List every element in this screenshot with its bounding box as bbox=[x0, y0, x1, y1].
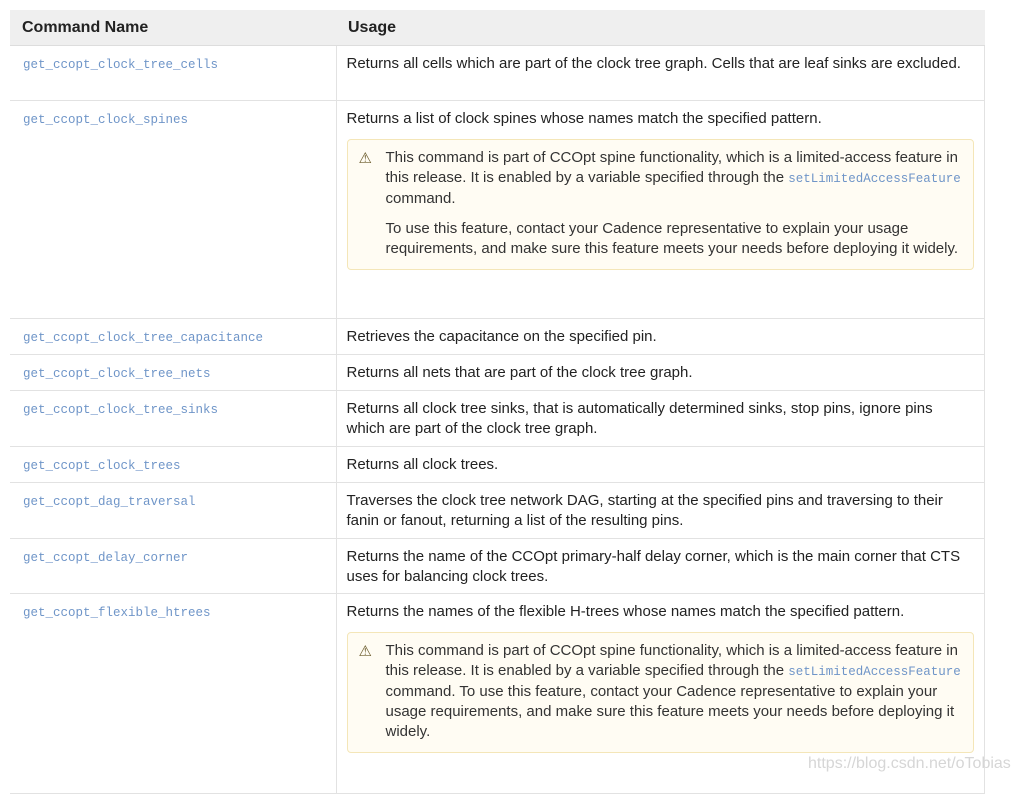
usage-text: Returns the name of the CCOpt primary-half delay corner, which is the main corner that CTS uses for balancing clock trees. bbox=[346, 548, 961, 585]
watermark: https://blog.csdn.net/oTobias bbox=[808, 755, 1011, 772]
table-row bbox=[10, 319, 985, 355]
command-name-link[interactable]: get_ccopt_clock_tree_sinks bbox=[23, 403, 219, 417]
command-name-link[interactable]: get_ccopt_clock_tree_cells bbox=[23, 58, 219, 72]
command-table bbox=[10, 10, 985, 794]
table-row bbox=[10, 539, 985, 594]
table-row bbox=[10, 101, 985, 319]
usage-text: Traverses the clock tree network DAG, starting at the specified pins and traversing to their fanin or fanout, returning a list of the resulting pins. bbox=[346, 492, 943, 529]
warning-icon: ⚠ bbox=[358, 643, 372, 660]
command-name-link[interactable]: get_ccopt_clock_spines bbox=[23, 113, 189, 127]
header-usage: Usage bbox=[336, 10, 985, 46]
table-row bbox=[10, 391, 985, 447]
table-header bbox=[10, 10, 985, 46]
command-name-link[interactable]: get_ccopt_flexible_htrees bbox=[23, 606, 211, 620]
warning-note bbox=[347, 139, 975, 270]
table-row bbox=[10, 447, 985, 483]
table-row bbox=[10, 483, 985, 539]
table-row bbox=[10, 355, 985, 391]
note-text: command. To use this feature, contact your Cadence representative to explain your usage requirements, and make sure this feature meets your needs before deploying it widely. bbox=[385, 683, 955, 740]
usage-text: Returns all clock tree sinks, that is automatically determined sinks, stop pins, ignore pins which are part of the clock tree graph. bbox=[346, 400, 933, 437]
usage-text: Returns the names of the flexible H-trees whose names match the specified pattern. bbox=[346, 603, 905, 620]
warning-note bbox=[347, 632, 975, 753]
table-row bbox=[10, 46, 985, 101]
command-name-link[interactable]: get_ccopt_clock_tree_capacitance bbox=[23, 331, 264, 345]
code-link[interactable]: setLimitedAccessFeature bbox=[788, 665, 961, 679]
note-text: This command is part of CCOpt spine functionality, which is a limited-access feature in this release. It is enabled by a variable specified through the bbox=[385, 149, 958, 186]
usage-text: Returns all nets that are part of the clock tree graph. bbox=[346, 364, 693, 381]
usage-text: Returns all cells which are part of the clock tree graph. Cells that are leaf sinks are excluded. bbox=[346, 55, 961, 72]
usage-text: Returns a list of clock spines whose names match the specified pattern. bbox=[346, 110, 822, 127]
command-name-link[interactable]: get_ccopt_clock_tree_nets bbox=[23, 367, 211, 381]
note-text: To use this feature, contact your Cadence representative to explain your usage requirements, and make sure this feature meets your needs before deploying it widely. bbox=[385, 220, 959, 257]
command-name-link[interactable]: get_ccopt_delay_corner bbox=[23, 551, 189, 565]
code-link[interactable]: setLimitedAccessFeature bbox=[788, 172, 961, 186]
warning-icon: ⚠ bbox=[358, 150, 372, 167]
usage-text: Returns all clock trees. bbox=[346, 456, 499, 473]
command-name-link[interactable]: get_ccopt_clock_trees bbox=[23, 459, 181, 473]
note-text: This command is part of CCOpt spine functionality, which is a limited-access feature in this release. It is enabled by a variable specified through the bbox=[385, 642, 958, 679]
usage-text: Retrieves the capacitance on the specified pin. bbox=[346, 328, 657, 345]
header-command-name: Command Name bbox=[10, 10, 336, 46]
note-text: command. bbox=[385, 190, 456, 207]
command-name-link[interactable]: get_ccopt_dag_traversal bbox=[23, 495, 196, 509]
